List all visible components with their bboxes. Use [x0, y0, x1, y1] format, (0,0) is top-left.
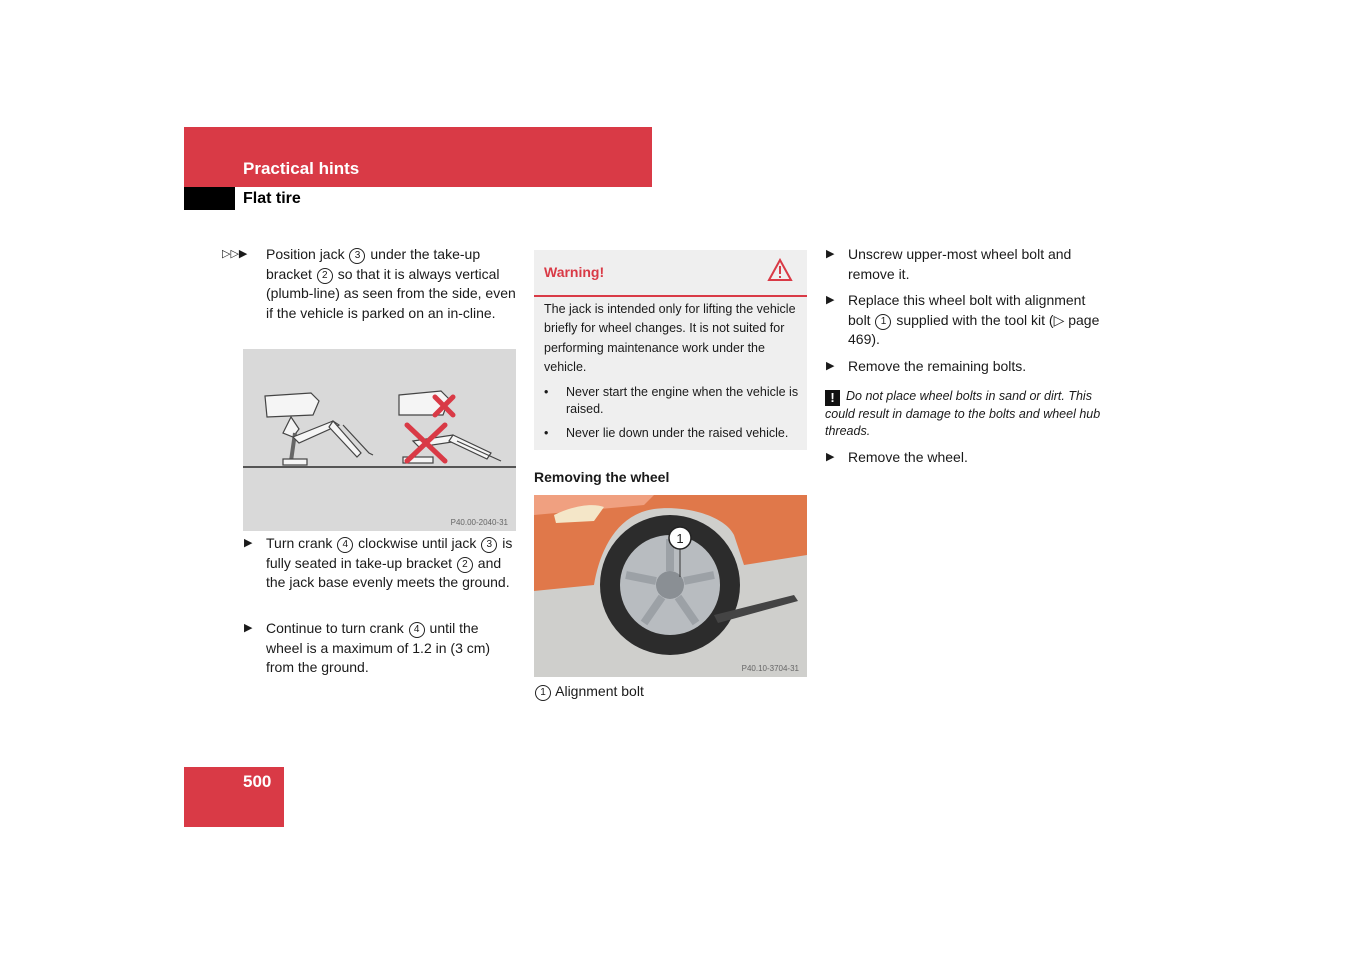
bullet-arrow-icon: ▶	[244, 537, 253, 549]
step-text: Remove the remaining bolts.	[848, 358, 1027, 374]
step-continue-crank	[244, 619, 517, 678]
ref-number: 3	[481, 537, 497, 553]
step-text: Unscrew upper-most wheel bolt and remove it.	[848, 246, 1072, 282]
ref-number: 2	[317, 268, 333, 284]
step-text: Remove the wheel.	[848, 449, 968, 465]
warning-box	[534, 250, 807, 450]
jack-illustration	[243, 349, 516, 531]
ref-number: 1	[535, 685, 551, 701]
bullet-arrow-icon: ▶	[826, 360, 835, 372]
page-number-box	[184, 767, 284, 827]
ref-number: 1	[875, 314, 891, 330]
step-replace-bolt	[826, 291, 1106, 350]
bullet-arrow-icon: ▶	[244, 622, 253, 634]
note-text: Do not place wheel bolts in sand or dirt. This could result in damage to the bolts and wheel hub threads.	[825, 389, 1101, 438]
wheel-illustration	[534, 495, 807, 677]
correct-jack-drawing	[265, 393, 373, 465]
ref-number: 3	[349, 248, 365, 264]
warning-bullet: • Never start the engine when the vehicle is raised.	[544, 385, 799, 416]
step-turn-crank	[244, 534, 517, 593]
warning-text: The jack is intended only for lifting the vehicle briefly for wheel changes. It is not suited for performing maintenance work under the vehicle.	[544, 302, 796, 374]
caution-note	[825, 388, 1105, 440]
figure-code: P40.00-2040-31	[450, 518, 508, 527]
callout-number: 1	[676, 531, 684, 546]
section-title: Practical hints	[243, 159, 360, 178]
warning-bullet: • Never lie down under the raised vehicle.	[544, 426, 789, 440]
step-text: Position jack 3 under the take-up bracket 2 so that it is always vertical (plumb-line) as seen from the side, even if the vehicle is parked on an in-cline.	[266, 246, 516, 321]
subsection-title: Flat tire	[243, 190, 301, 207]
continue-arrow-icon: ▷▷▶	[222, 248, 248, 260]
step-remove-bolts	[826, 357, 1106, 377]
figure-code: P40.10-3704-31	[741, 664, 799, 673]
step-unscrew-bolt	[826, 245, 1106, 284]
warning-header	[534, 250, 807, 297]
step-position-jack	[222, 245, 517, 323]
bullet-arrow-icon: ▶	[826, 451, 835, 463]
ref-number: 4	[337, 537, 353, 553]
figure-caption: 1 Alignment bolt	[534, 683, 644, 701]
step-text: Continue to turn crank 4 until the wheel is a maximum of 1.2 in (3 cm) from the ground.	[266, 620, 491, 675]
bullet-arrow-icon: ▶	[826, 248, 835, 260]
subsection-marker	[184, 187, 235, 210]
ref-number: 4	[409, 622, 425, 638]
section-heading: Removing the wheel	[534, 469, 670, 485]
page-number: 500	[243, 772, 272, 791]
jack-position-figure	[243, 349, 516, 531]
ref-number: 2	[457, 557, 473, 573]
warning-triangle-icon	[767, 258, 793, 282]
step-text: Replace this wheel bolt with alignment bolt 1 supplied with the tool kit (▷ page 469).	[848, 292, 1100, 347]
step-remove-wheel	[826, 448, 1106, 468]
exclamation-icon: !	[825, 390, 840, 406]
page-reference-link[interactable]: ▷ page 469	[848, 311, 1100, 347]
bullet-arrow-icon: ▶	[826, 294, 835, 306]
warning-title: Warning!	[544, 264, 605, 280]
step-text: Turn crank 4 clockwise until jack 3 is fully seated in take-up bracket 2 and the jack base evenly meets the ground.	[266, 535, 513, 590]
wheel-removal-photo	[534, 495, 807, 677]
